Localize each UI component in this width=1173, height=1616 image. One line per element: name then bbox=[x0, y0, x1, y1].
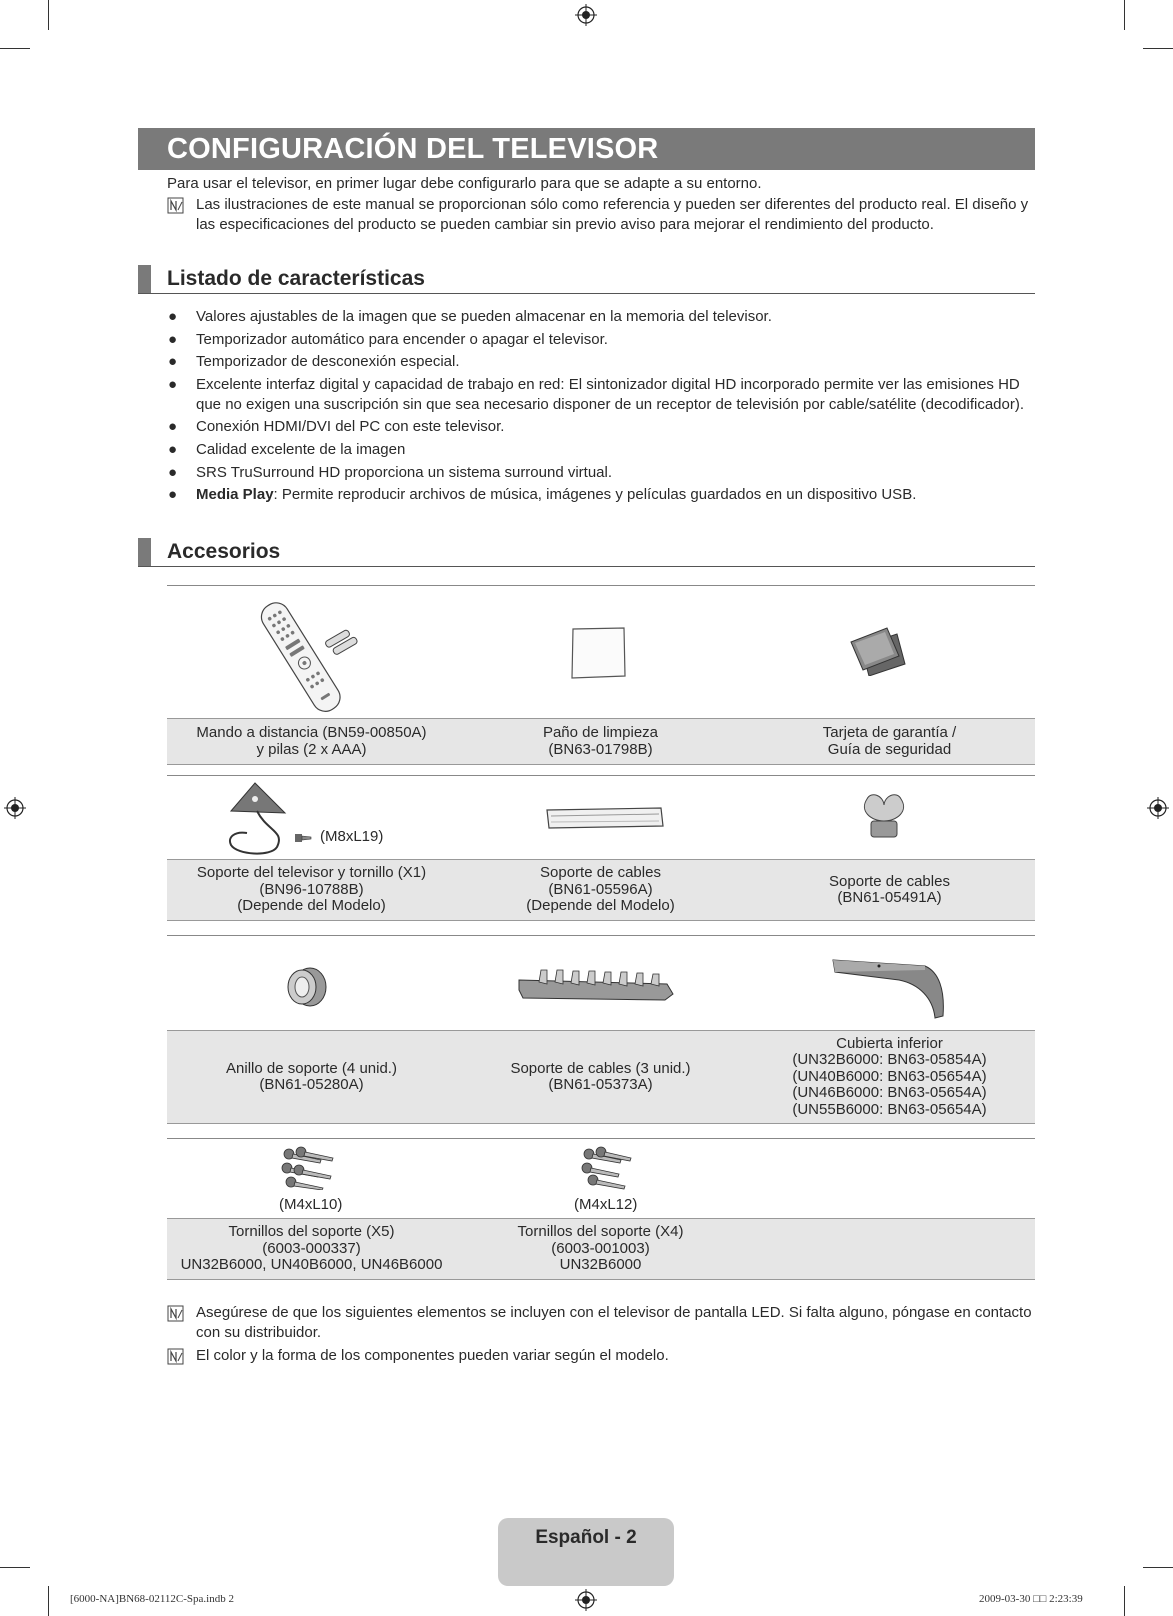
bullet: ● bbox=[168, 486, 178, 504]
list-item bbox=[167, 352, 1037, 372]
crop-mark bbox=[1124, 1586, 1125, 1616]
page-title: CONFIGURACIÓN DEL TELEVISOR bbox=[167, 133, 659, 165]
features-heading: Listado de características bbox=[167, 267, 425, 290]
cable-holder-rack-icon bbox=[517, 964, 677, 1004]
list-item bbox=[167, 440, 1037, 460]
list-item-text: Conexión HDMI/DVI del PC con este televisor. bbox=[196, 418, 505, 436]
crop-mark bbox=[1143, 48, 1173, 49]
accessory-image-row bbox=[167, 935, 1035, 1031]
bullet: ● bbox=[168, 440, 178, 458]
list-item-text: : Permite reproducir archivos de música, imágenes y películas guardados en un dispositivo USB. bbox=[273, 486, 917, 504]
cable-holder-long-icon bbox=[545, 806, 665, 830]
screw-size-label: (M4xL10) bbox=[279, 1196, 343, 1213]
screws-set-icon bbox=[279, 1146, 341, 1190]
accessory-caption: Tornillos del soporte (X5) (6003-000337) UN32B6000, UN40B6000, UN46B6000 bbox=[180, 1223, 443, 1274]
accessory-image-row bbox=[167, 1138, 1035, 1219]
crop-mark bbox=[0, 48, 30, 49]
bullet: ● bbox=[168, 463, 178, 481]
note bbox=[167, 1346, 1037, 1366]
crop-mark bbox=[0, 1567, 30, 1568]
bullet: ● bbox=[168, 418, 178, 436]
list-item-text: Temporizador automático para encender o apagar el televisor. bbox=[196, 330, 608, 348]
accessory-caption-row bbox=[167, 1030, 1035, 1124]
bottom-cover-icon bbox=[829, 956, 949, 1022]
heading-marker bbox=[138, 265, 151, 293]
list-item bbox=[167, 307, 1037, 327]
list-item bbox=[167, 330, 1037, 350]
list-item bbox=[167, 417, 1037, 437]
registration-mark-icon bbox=[575, 1589, 597, 1611]
features-heading-bar bbox=[138, 265, 1035, 294]
media-play-label: Media Play bbox=[196, 486, 274, 504]
heading-marker bbox=[138, 538, 151, 566]
bullet: ● bbox=[168, 353, 178, 371]
registration-mark-icon bbox=[4, 797, 26, 819]
accessory-caption: Anillo de soporte (4 unid.) (BN61-05280A) bbox=[226, 1059, 397, 1093]
accessory-caption: Paño de limpieza (BN63-01798B) bbox=[542, 724, 659, 758]
accessory-caption-row bbox=[167, 1218, 1035, 1280]
registration-mark-icon bbox=[575, 4, 597, 26]
bullet: ● bbox=[168, 375, 178, 393]
note-text: El color y la forma de los componentes pueden variar según el modelo. bbox=[196, 1347, 669, 1364]
list-item-text: SRS TruSurround HD proporciona un sistema surround virtual. bbox=[196, 463, 613, 481]
note-text: Asegúrese de que los siguientes elementos se incluyen con el televisor de pantalla LED. Si falta alguno, póngase en contacto con su distribuidor. bbox=[196, 1304, 1032, 1341]
list-item bbox=[167, 485, 1037, 505]
intro-text: Para usar el televisor, en primer lugar debe configurarlo para que se adapte a su entorno. bbox=[167, 175, 762, 192]
crop-mark bbox=[1124, 0, 1125, 30]
accessories-heading-bar bbox=[138, 538, 1035, 567]
cable-holder-clip-icon bbox=[857, 791, 911, 841]
remote-control-icon bbox=[255, 594, 365, 716]
page-number: Español - 2 bbox=[535, 1527, 637, 1548]
list-item-text: Excelente interfaz digital y capacidad de trabajo en red: El sintonizador digital HD incorporado permite ver las emisiones HD que no exigen una suscripción sin que sea necesario disponer de un receptor de televisión por cable/satélite (decodificador). bbox=[196, 375, 1025, 413]
accessory-caption-row bbox=[167, 859, 1035, 921]
note-icon bbox=[167, 1348, 184, 1365]
accessory-caption: Tornillos del soporte (X4) (6003-001003) UN32B6000 bbox=[517, 1223, 684, 1274]
intro-note-text: Las ilustraciones de este manual se proporcionan sólo como referencia y pueden ser diferentes del producto real. El diseño y las especificaciones del producto se pueden cambiar sin previo aviso para mejorar el rendimiento del producto. bbox=[196, 196, 1029, 233]
page-title-bar bbox=[138, 128, 1035, 170]
crop-mark bbox=[1143, 1567, 1173, 1568]
accessories-table bbox=[167, 585, 1035, 1280]
accessory-caption: Soporte de cables (BN61-05596A) (Depende del Modelo) bbox=[526, 864, 675, 915]
holder-ring-icon bbox=[284, 966, 328, 1008]
intro-note bbox=[167, 195, 1037, 235]
registration-mark-icon bbox=[1147, 797, 1169, 819]
crop-mark bbox=[48, 0, 49, 30]
accessory-image-row bbox=[167, 775, 1035, 860]
note-icon bbox=[167, 197, 184, 214]
list-item-text: Calidad excelente de la imagen bbox=[196, 440, 406, 458]
warranty-card-icon bbox=[847, 624, 911, 676]
cleaning-cloth-icon bbox=[569, 626, 629, 682]
list-item-text: Valores ajustables de la imagen que se pueden almacenar en la memoria del televisor. bbox=[196, 308, 772, 325]
bullet: ● bbox=[168, 330, 178, 348]
crop-mark bbox=[48, 1586, 49, 1616]
print-slug-file: [6000-NA]BN68-02112C-Spa.indb 2 bbox=[70, 1593, 234, 1605]
page-number-tab bbox=[498, 1518, 674, 1586]
accessory-caption: Mando a distancia (BN59-00850A) y pilas (2 x AAA) bbox=[196, 724, 427, 758]
accessory-caption: Soporte de cables (BN61-05491A) bbox=[829, 872, 950, 906]
accessories-notes bbox=[167, 1303, 1037, 1369]
print-slug-date: 2009-03-30 □□ 2:23:39 bbox=[979, 1593, 1083, 1605]
screw-size-label: (M8xL19) bbox=[320, 828, 384, 845]
bullet: ● bbox=[168, 308, 178, 325]
accessory-image-row bbox=[167, 585, 1035, 719]
note-icon bbox=[167, 1305, 184, 1322]
list-item bbox=[167, 463, 1037, 483]
accessory-caption-row bbox=[167, 718, 1035, 765]
screw-icon bbox=[294, 831, 312, 845]
list-item bbox=[167, 375, 1037, 415]
accessory-caption: Soporte de cables (3 unid.) (BN61-05373A) bbox=[510, 1059, 691, 1093]
note bbox=[167, 1303, 1037, 1343]
list-item-text: Temporizador de desconexión especial. bbox=[196, 353, 460, 371]
screws-set-icon bbox=[579, 1146, 635, 1190]
accessory-caption: Soporte del televisor y tornillo (X1) (BN96-10788B) (Depende del Modelo) bbox=[196, 864, 427, 915]
accessory-caption: Cubierta inferior (UN32B6000: BN63-05854A) (UN40B6000: BN63-05654A) (UN46B6000: BN63-05654A) (UN55B6000: BN63-05654A) bbox=[792, 1034, 987, 1118]
tv-stand-icon bbox=[227, 781, 289, 859]
features-list bbox=[167, 307, 1037, 508]
accessories-heading: Accesorios bbox=[167, 540, 281, 563]
accessory-caption: Tarjeta de garantía / Guía de seguridad bbox=[822, 724, 957, 758]
screw-size-label: (M4xL12) bbox=[574, 1196, 638, 1213]
intro-block bbox=[167, 174, 1037, 235]
